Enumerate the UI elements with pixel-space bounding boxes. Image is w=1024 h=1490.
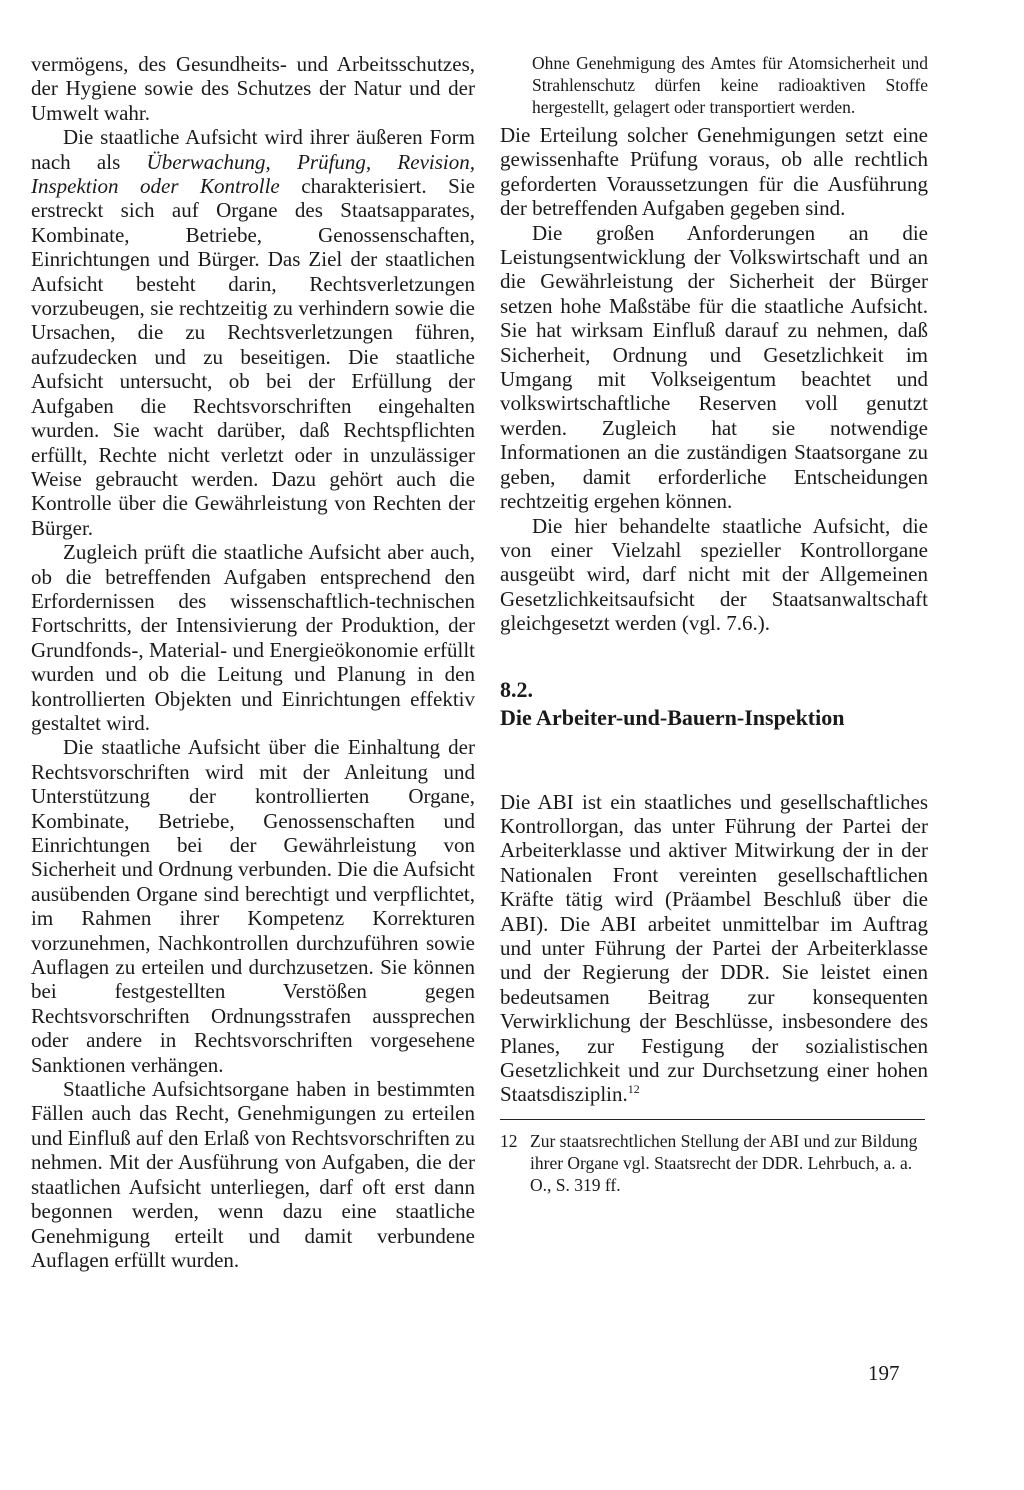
paragraph <box>31 125 475 540</box>
page-number: 197 <box>868 1361 900 1385</box>
text-run: Die staatliche Aufsicht wird ihrer äußeren Form nach als <box>31 125 475 174</box>
section-number: 8.2. <box>500 676 533 702</box>
footnote-text: Zur staatsrechtlichen Stellung der ABI und zur Bildung ihrer Organe vgl. Staatsrecht der DDR. Lehrbuch, a. a. O., S. 319 ff. <box>530 1130 918 1195</box>
paragraph: vermögens, des Gesundheits- und Arbeitsschutzes, der Hygiene sowie des Schutzes der Natur und der Umwelt wahr. <box>31 52 475 125</box>
example-block: Ohne Genehmigung des Amtes für Atomsicherheit und Strahlenschutz dürfen keine radioaktiven Stoffe hergestellt, gelagert oder transportiert werden. <box>532 53 928 117</box>
paragraph: Die Erteilung solcher Genehmigungen setzt eine gewissenhafte Prüfung voraus, ob alle rechtlich geforderten Voraussetzungen für die Ausführung der betreffenden Aufgaben gegeben sind. <box>500 123 928 221</box>
text-run: Die ABI ist ein staatliches und gesellschaftliches Kontrollorgan, das unter Führung der Partei der Arbeiterklasse und aktiver Mitwirkung der in der Nationalen Front vereinten gesellschaftlichen Kräfte tätig wird (Präambel Beschluß über die ABI). Die ABI arbeitet unmittelbar im Auftrag und unter Führung der Partei der Arbeiterklasse und der Regierung der DDR. Sie leistet einen bedeutsamen Beitrag zur konsequenten Verwirklichung der Beschlüsse, insbesondere des Planes, zur Festigung der sozialistischen Gesetzlichkeit und zur Durchsetzung einer hohen Staatsdisziplin. <box>500 789 928 1107</box>
right-column <box>500 52 928 1196</box>
footnote <box>500 1130 928 1196</box>
paragraph: Staatliche Aufsichtsorgane haben in bestimmten Fällen auch das Recht, Genehmigungen zu erteilen und Einfluß auf den Erlaß von Rechtsvorschriften zu nehmen. Mit der Ausführung von Aufgaben, die der staatlichen Aufsicht unterliegen, darf oft erst dann begonnen werden, wenn dazu eine staatliche Genehmigung erteilt und damit verbundene Auflagen erfüllt wurden. <box>31 1077 475 1272</box>
emphasis: Überwachung, Prüfung, Revision, Inspektion oder Kontrolle <box>31 149 475 199</box>
paragraph: Die hier behandelte staatliche Aufsicht, die von einer Vielzahl spezieller Kontrollorgane ausgeübt wird, darf nicht mit der Allgemeinen Gesetzlichkeitsaufsicht der Staatsanwaltschaft gleichgesetzt werden (vgl. 7.6.). <box>500 513 928 636</box>
paragraph: Zugleich prüft die staatliche Aufsicht aber auch, ob die betreffenden Aufgaben entsprechend den Erfordernissen des wissenschaftlich-technischen Fortschritts, der Intensivierung der Produktion, der Grundfonds-, Material- und Energieökonomie erfüllt wurden und ob die Leitung und Planung in den kontrollierten Objekten und Einrichtungen effektiv gestaltet wird. <box>31 540 475 735</box>
paragraph: Die großen Anforderungen an die Leistungsentwicklung der Volkswirtschaft und an die Gewährleistung der Sicherheit der Bürger setzen hohe Maßstäbe für die staatliche Aufsicht. Sie hat wirksam Einfluß darauf zu nehmen, daß Sicherheit, Ordnung und Gesetzlichkeit im Umgang mit Volkseigentum beachtet und volkswirtschaftliche Reserven voll genutzt werden. Zugleich hat sie notwendige Informationen an die zuständigen Staatsorgane zu geben, damit erforderliche Entscheidungen rechtzeitig ergehen können. <box>500 220 928 514</box>
paragraph <box>500 790 928 1107</box>
footnote-divider <box>500 1119 925 1120</box>
footnote-number: 12 <box>500 1130 518 1151</box>
left-column <box>31 52 475 1272</box>
paragraph: Die staatliche Aufsicht über die Einhaltung der Rechtsvorschriften wird mit der Anleitung und Unterstützung der kontrollierten Organe, Kombinate, Betriebe, Genossenschaften und Einrichtungen bei der Gewährleistung von Sicherheit und Ordnung verbunden. Die die Aufsicht ausübenden Organe sind berechtigt und verpflichtet, im Rahmen ihrer Kompetenz Korrekturen vorzunehmen, Nachkontrollen durchzuführen sowie Auflagen zu erteilen und durchzusetzen. Sie können bei festgestellten Verstößen gegen Rechtsvorschriften Ordnungsstrafen aussprechen oder andere in Rechtsvorschriften vorgesehene Sanktionen verhängen. <box>31 735 475 1077</box>
text-run: charakterisiert. Sie erstreckt sich auf Organe des Staatsapparates, Kombinate, Betriebe, Genossenschaften, Einrichtungen und Bürger. Das Ziel der staatlichen Aufsicht besteht darin, Rechtsverletzungen vorzubeugen, sie rechtzeitig zu verhindern sowie die Ursachen, die zu Rechtsverletzungen führen, aufzudecken und zu beseitigen. Die staatliche Aufsicht untersucht, ob bei der Erfüllung der Aufgaben die Rechtsvorschriften eingehalten wurden. Sie wacht darüber, daß Rechtspflichten erfüllt, Rechte nicht verletzt oder in unzulässiger Weise gebraucht werden. Dazu gehört auch die Kontrolle über die Gewährleistung von Rechten der Bürger. <box>31 174 475 540</box>
section-title: Die Arbeiter-und-Bauern-Inspektion <box>500 704 845 730</box>
footnote-reference: 12 <box>627 1082 640 1097</box>
